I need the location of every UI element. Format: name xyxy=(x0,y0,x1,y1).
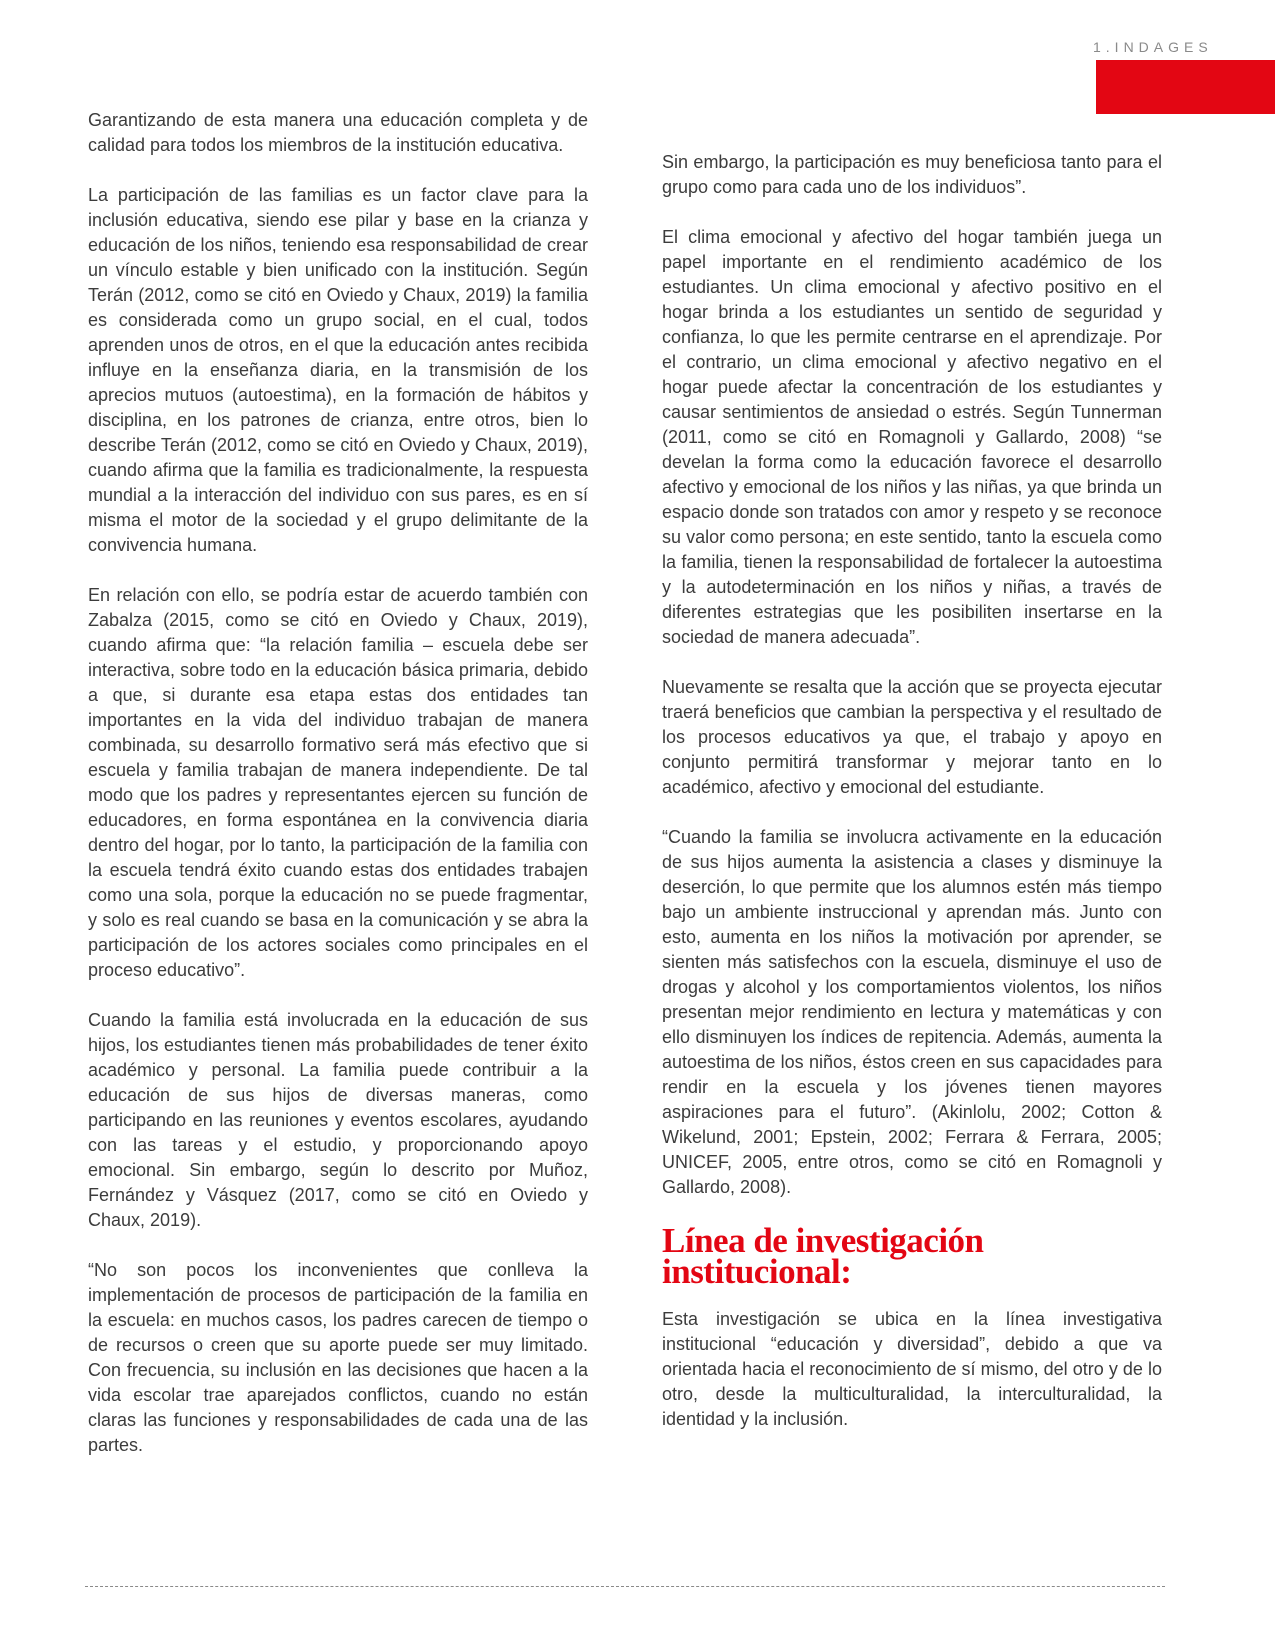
paragraph: “No son pocos los inconvenientes que conlleva la implementación de procesos de participación de la familia en la escuela: en muchos casos, los padres carecen de tiempo o de recursos o creen que su aporte puede ser muy limitado. Con frecuencia, su inclusión en las decisiones que hacen a la vida escolar trae aparejados conflictos, cuando no están claras las funciones y responsabilidades de cada una de las partes. xyxy=(88,1260,588,1455)
paragraph: Cuando la familia está involucrada en la educación de sus hijos, los estudiantes tienen más probabilidades de tener éxito académico y personal. La familia puede contribuir a la educación de sus hijos de diversas maneras, como participando en las reuniones y eventos escolares, ayudando con las tareas y el estudio, y proporcionando apoyo emocional. Sin embargo, según lo descrito por Muñoz, Fernández y Vásquez (2017, como se citó en Oviedo y Chaux, 2019). xyxy=(88,1010,588,1230)
paragraph: En relación con ello, se podría estar de acuerdo también con Zabalza (2015, como se citó en Oviedo y Chaux, 2019), cuando afirma que: “la relación familia – escuela debe ser interactiva, sobre todo en la educación básica primaria, debido a que, si durante esa etapa estas dos entidades tan importantes en la vida del individuo trabajan de manera combinada, su desarrollo formativo será más efectivo que si escuela y familia trabajan de manera independiente. De tal modo que los padres y representantes ejercen su función de educadores, en forma espontánea en la convivencia diaria dentro del hogar, por lo tanto, la participación de la familia con la escuela tendrá éxito cuando estas dos entidades trabajen como una sola, porque la educación no se puede fragmentar, y solo es real cuando se basa en la comunicación y se abra la participación de los actores sociales como principales en el proceso educativo”. xyxy=(88,585,588,980)
section-paragraph: Esta investigación se ubica en la línea investigativa institucional “educación y diversidad”, debido a que va orientada hacia el reconocimiento de sí mismo, del otro y de lo otro, desde la multiculturalidad, la interculturalidad, la identidad y la inclusión. xyxy=(662,1309,1162,1429)
footer-divider xyxy=(85,1586,1165,1587)
paragraph: Garantizando de esta manera una educación completa y de calidad para todos los miembros de la institución educativa. xyxy=(88,110,588,155)
paragraph: “Cuando la familia se involucra activamente en la educación de sus hijos aumenta la asistencia a clases y disminuye la deserción, lo que permite que los alumnos estén más tiempo bajo un ambiente instruccional y aprendan más. Junto con esto, aumenta en los niños la motivación por aprender, se sienten más satisfechos con la escuela, disminuye el uso de drogas y alcohol y los comportamientos violentos, los niños presentan mejor rendimiento en lectura y matemáticas y con ello disminuyen los índices de repitencia. Además, aumenta la autoestima de los niños, éstos creen en sus capacidades para rendir en la escuela y los jóvenes tienen mayores aspiraciones para el futuro”. (Akinlolu, 2002; Cotton & Wikelund, 2001; Epstein, 2002; Ferrara & Ferrara, 2005; UNICEF, 2005, entre otros, como se citó en Romagnoli y Gallardo, 2008). xyxy=(662,827,1162,1197)
paragraph: Sin embargo, la participación es muy beneficiosa tanto para el grupo como para cada uno de los individuos”. xyxy=(662,152,1162,197)
right-column xyxy=(662,150,1162,1457)
paragraph: El clima emocional y afectivo del hogar también juega un papel importante en el rendimiento académico de los estudiantes. Un clima emocional y afectivo positivo en el hogar brinda a los estudiantes un sentido de seguridad y confianza, lo que les permite centrarse en el aprendizaje. Por el contrario, un clima emocional y afectivo negativo en el hogar puede afectar la concentración de los estudiantes y causar sentimientos de ansiedad o estrés. Según Tunnerman (2011, como se citó en Romagnoli y Gallardo, 2008) “se develan la forma como la educación favorece el desarrollo afectivo y emocional de los niños y las niñas, ya que brinda un espacio donde son tratados con amor y respeto y se reconoce su valor como persona; en este sentido, tanto la escuela como la familia, tienen la responsabilidad de fortalecer la autoestima y la autodeterminación en los niños y niñas, a través de diferentes estrategias que les posibiliten insertarse en la sociedad de manera adecuada”. xyxy=(662,227,1162,647)
red-accent-tab xyxy=(1096,60,1275,114)
paragraph: Nuevamente se resalta que la acción que se proyecta ejecutar traerá beneficios que cambian la perspectiva y el resultado de los procesos educativos ya que, el trabajo y apoyo en conjunto permitirá transformar y mejorar tanto en lo académico, afectivo y emocional del estudiante. xyxy=(662,677,1162,797)
section-title: Línea de investigación institucional: xyxy=(662,1221,984,1291)
section-label: 1.INDAGES xyxy=(1093,39,1213,55)
left-column xyxy=(88,108,588,1483)
paragraph: La participación de las familias es un factor clave para la inclusión educativa, siendo ese pilar y base en la crianza y educación de los niños, teniendo esa responsabilidad de crear un vínculo estable y bien unificado con la institución. Según Terán (2012, como se citó en Oviedo y Chaux, 2019) la familia es considerada como un grupo social, en el cual, todos aprenden unos de otros, en el que la educación antes recibida influye en la enseñanza diaria, en la transmisión de los aprecios mutuos (autoestima), en la formación de hábitos y disciplina, en los patrones de crianza, entre otros, bien lo describe Terán (2012, como se citó en Oviedo y Chaux, 2019), cuando afirma que la familia es tradicionalmente, la respuesta mundial a la interacción del individuo con sus pares, es en sí misma el motor de la sociedad y el grupo delimitante de la convivencia humana. xyxy=(88,185,588,555)
